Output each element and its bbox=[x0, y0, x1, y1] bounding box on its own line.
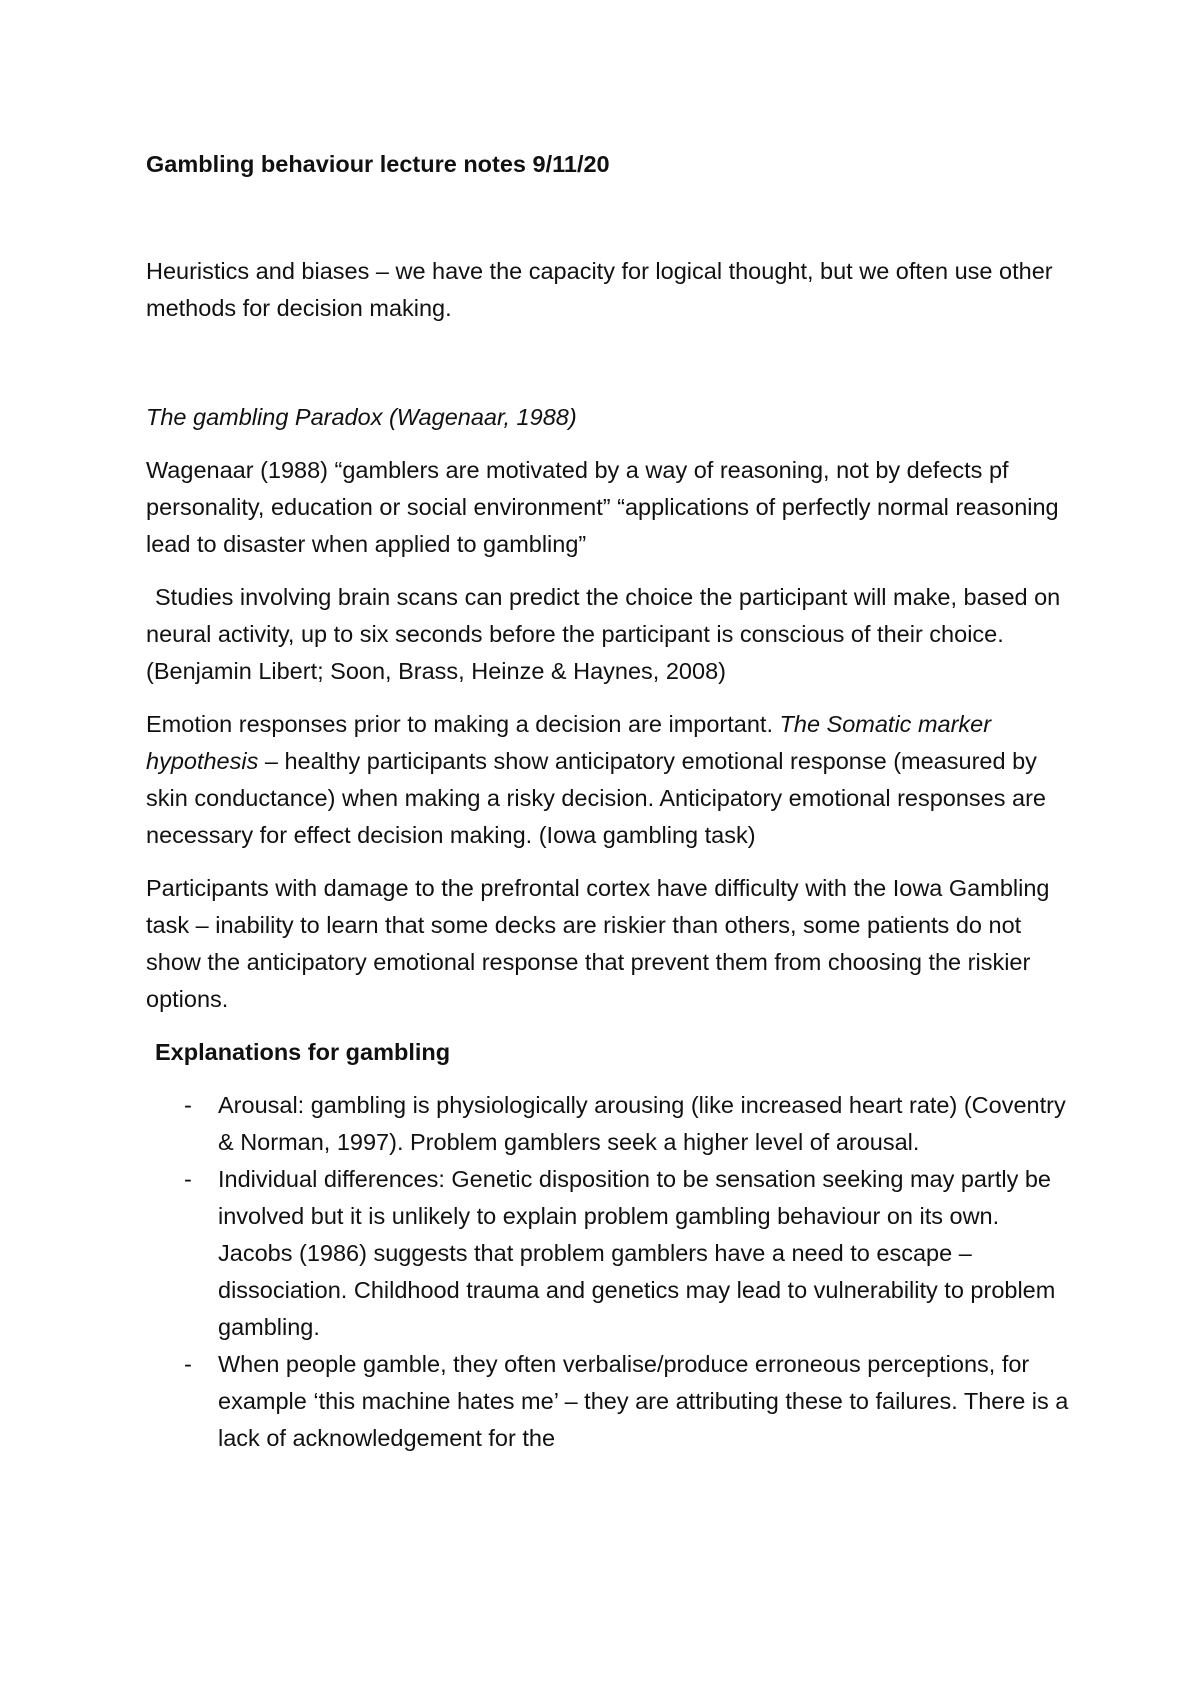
somatic-marker-term: The Somatic marker hypothesis bbox=[146, 711, 992, 774]
document-title: Gambling behaviour lecture notes 9/11/20 bbox=[146, 151, 610, 177]
emotion-intro: Emotion responses prior to making a decision are important. bbox=[146, 711, 780, 737]
bullet-dash: - bbox=[184, 1166, 192, 1192]
list-item-text: Arousal: gambling is physiologically arousing (like increased heart rate) (Coventry & Norman, 1997). Problem gamblers seek a higher level of arousal. bbox=[218, 1092, 1066, 1155]
explanations-heading: Explanations for gambling bbox=[155, 1039, 451, 1065]
list-item bbox=[146, 1346, 1076, 1457]
list-item bbox=[146, 1161, 1076, 1346]
heuristics-paragraph: Heuristics and biases – we have the capacity for logical thought, but we often use other methods for decision making. bbox=[146, 258, 1053, 321]
document-body bbox=[146, 146, 1076, 1457]
emotion-paragraph bbox=[146, 706, 1076, 854]
list-item bbox=[146, 1087, 1076, 1161]
bullet-dash: - bbox=[184, 1092, 192, 1118]
list-item-text: Individual differences: Genetic disposition to be sensation seeking may partly be involved but it is unlikely to explain problem gambling behaviour on its own. Jacobs (1986) suggests that problem gamblers have a need to escape – dissociation. Childhood trauma and genetics may lead to vulnerability to problem gambling. bbox=[218, 1166, 1056, 1340]
paradox-heading: The gambling Paradox (Wagenaar, 1988) bbox=[146, 404, 577, 430]
wagenaar-paragraph: Wagenaar (1988) “gamblers are motivated by a way of reasoning, not by defects pf personality, education or social environment” “applications of perfectly normal reasoning lead to disaster when applied to gambling” bbox=[146, 457, 1059, 557]
explanations-list bbox=[146, 1087, 1076, 1457]
prefrontal-paragraph: Participants with damage to the prefrontal cortex have difficulty with the Iowa Gambling task – inability to learn that some decks are riskier than others, some patients do not show the anticipatory emotional response that prevent them from choosing the riskier options. bbox=[146, 875, 1050, 1012]
list-item-text: When people gamble, they often verbalise/produce erroneous perceptions, for example ‘this machine hates me’ – they are attributing these to failures. There is a lack of acknowledgement for the bbox=[218, 1351, 1069, 1451]
studies-paragraph: Studies involving brain scans can predict the choice the participant will make, based on neural activity, up to six seconds before the participant is conscious of their choice. (Benjamin Libert; Soon, Brass, Heinze & Haynes, 2008) bbox=[146, 584, 1061, 684]
emotion-rest: – healthy participants show anticipatory emotional response (measured by skin conductance) when making a risky decision. Anticipatory emotional responses are necessary for effect decision making. (Iowa gambling task) bbox=[146, 748, 1046, 848]
bullet-dash: - bbox=[184, 1351, 192, 1377]
